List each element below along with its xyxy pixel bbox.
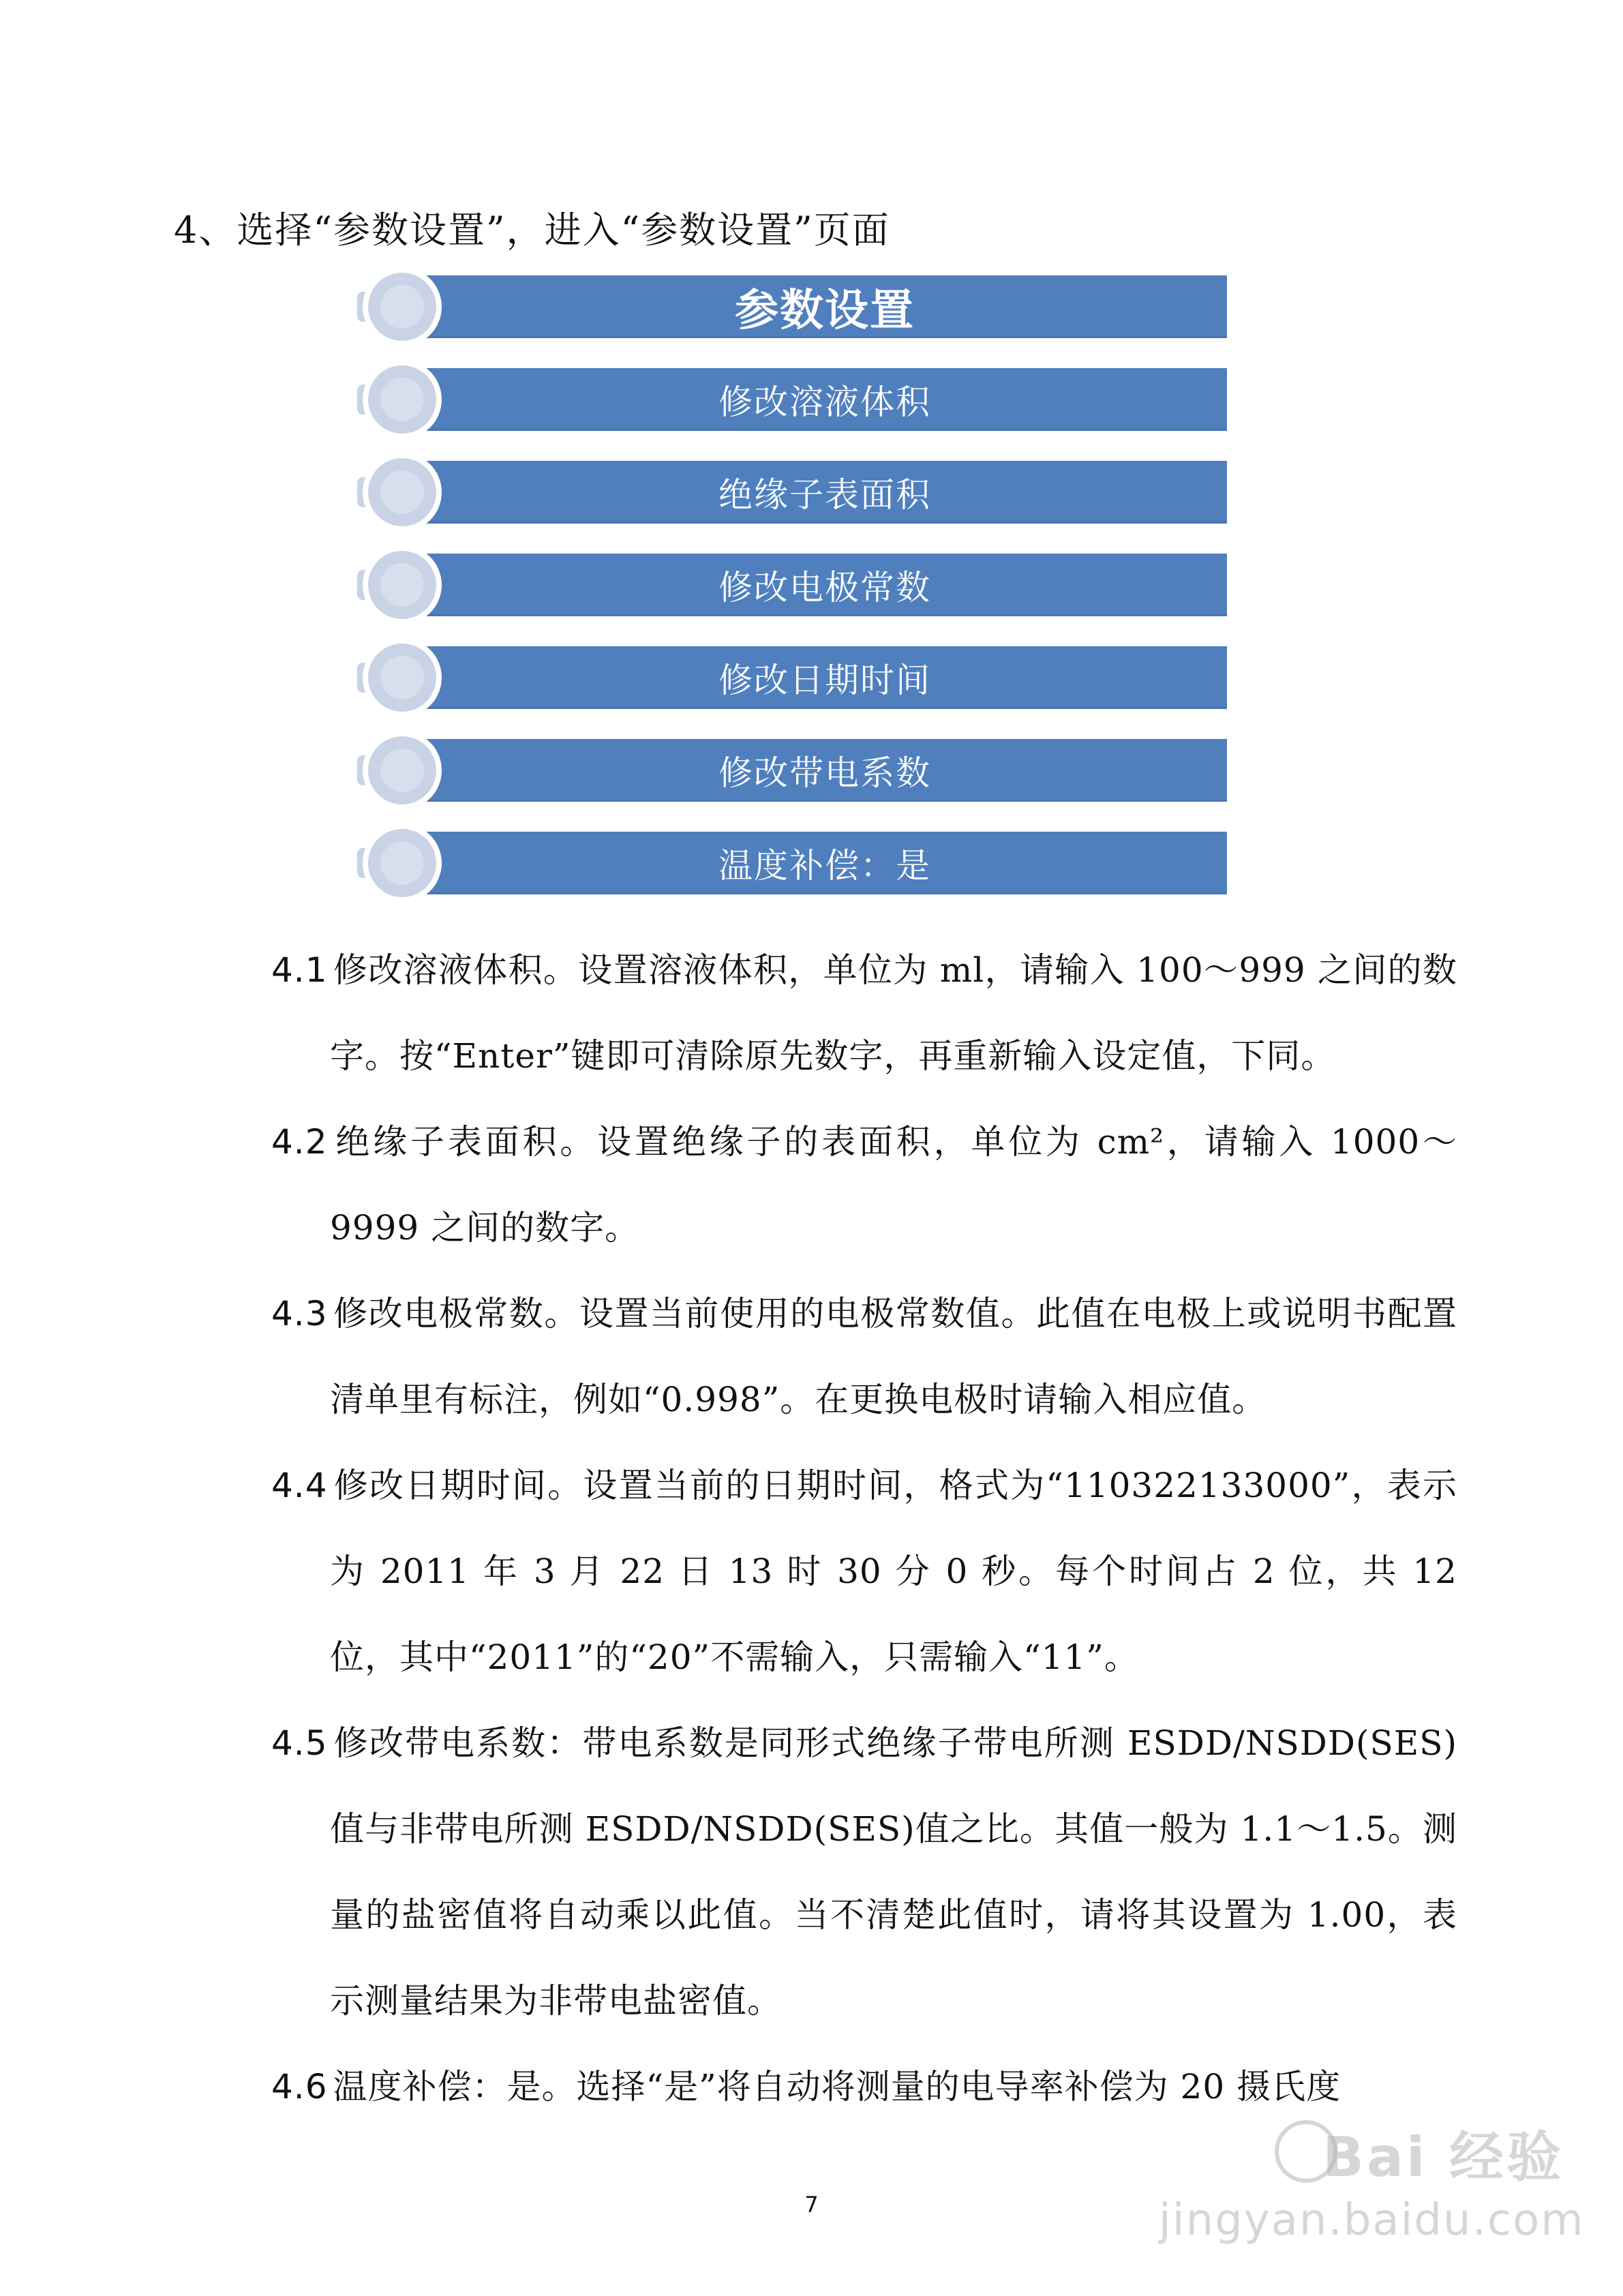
paragraph-4-4: 4.4 修改日期时间。设置当前的日期时间，格式为“110322133000”，表示为 2011 年 3 月 22 日 13 时 30 分 0 秒。每个时间占 2 位，共 12 位，其中“2011”的“20”不需输入，只需输入“11”。 bbox=[271, 1466, 1457, 1677]
menu-title-row bbox=[361, 273, 1227, 341]
watermark-url: jingyan.baidu.com bbox=[1159, 2195, 1585, 2246]
menu-item-electrode-constant[interactable] bbox=[361, 551, 1227, 619]
menu-bullet-icon bbox=[368, 273, 436, 341]
menu-bullet-icon bbox=[368, 551, 436, 619]
page-number: 7 bbox=[804, 2192, 819, 2218]
menu-bullet-icon bbox=[368, 644, 436, 712]
menu-bullet-icon bbox=[368, 365, 436, 434]
menu-bullet-icon bbox=[368, 458, 436, 526]
paragraph-4-6: 4.6 温度补偿：是。选择“是”将自动将测量的电导率补偿为 20 摄氏度 bbox=[271, 2067, 1341, 2106]
menu-item-label: 温度补偿：是 bbox=[423, 832, 1227, 894]
menu-item-label: 绝缘子表面积 bbox=[423, 461, 1227, 524]
menu-item-label: 修改日期时间 bbox=[423, 646, 1227, 709]
section-heading: 4、选择“参数设置”，进入“参数设置”页面 bbox=[174, 209, 890, 252]
menu-item-solution-volume[interactable] bbox=[361, 365, 1227, 434]
paragraph-4-3: 4.3 修改电极常数。设置当前使用的电极常数值。此值在电极上或说明书配置清单里有标注，例如“0.998”。在更换电极时请输入相应值。 bbox=[271, 1294, 1457, 1419]
menu-bullet-icon bbox=[368, 736, 436, 804]
menu-item-insulator-area[interactable] bbox=[361, 458, 1227, 526]
menu-item-label: 修改溶液体积 bbox=[423, 368, 1227, 431]
menu-bullet-icon bbox=[368, 829, 436, 897]
menu-item-charge-coefficient[interactable] bbox=[361, 736, 1227, 804]
menu-title: 参数设置 bbox=[423, 275, 1227, 338]
menu-item-label: 修改带电系数 bbox=[423, 739, 1227, 802]
paragraph-4-2: 4.2 绝缘子表面积。设置绝缘子的表面积，单位为 cm²，请输入 1000～9999 之间的数字。 bbox=[271, 1122, 1457, 1248]
menu-item-date-time[interactable] bbox=[361, 644, 1227, 712]
paragraph-4-5: 4.5 修改带电系数：带电系数是同形式绝缘子带电所测 ESDD/NSDD(SES)值与非带电所测 ESDD/NSDD(SES)值之比。其值一般为 1.1～1.5。测量的盐密值将自动乘以此值。当不清楚此值时，请将其设置为 1.00，表示测量结果为非带电盐密值。 bbox=[271, 1723, 1457, 2021]
parameter-descriptions bbox=[271, 927, 1457, 2130]
paragraph-4-1: 4.1 修改溶液体积。设置溶液体积，单位为 ml，请输入 100～999 之间的数字。按“Enter”键即可清除原先数字，再重新输入设定值，下同。 bbox=[271, 950, 1457, 1076]
menu-item-temperature-compensation[interactable] bbox=[361, 829, 1227, 897]
baidu-jingyan-watermark bbox=[1159, 2113, 1585, 2250]
menu-item-label: 修改电极常数 bbox=[423, 554, 1227, 616]
watermark-logo: Bai 经验 bbox=[1322, 2126, 1564, 2189]
